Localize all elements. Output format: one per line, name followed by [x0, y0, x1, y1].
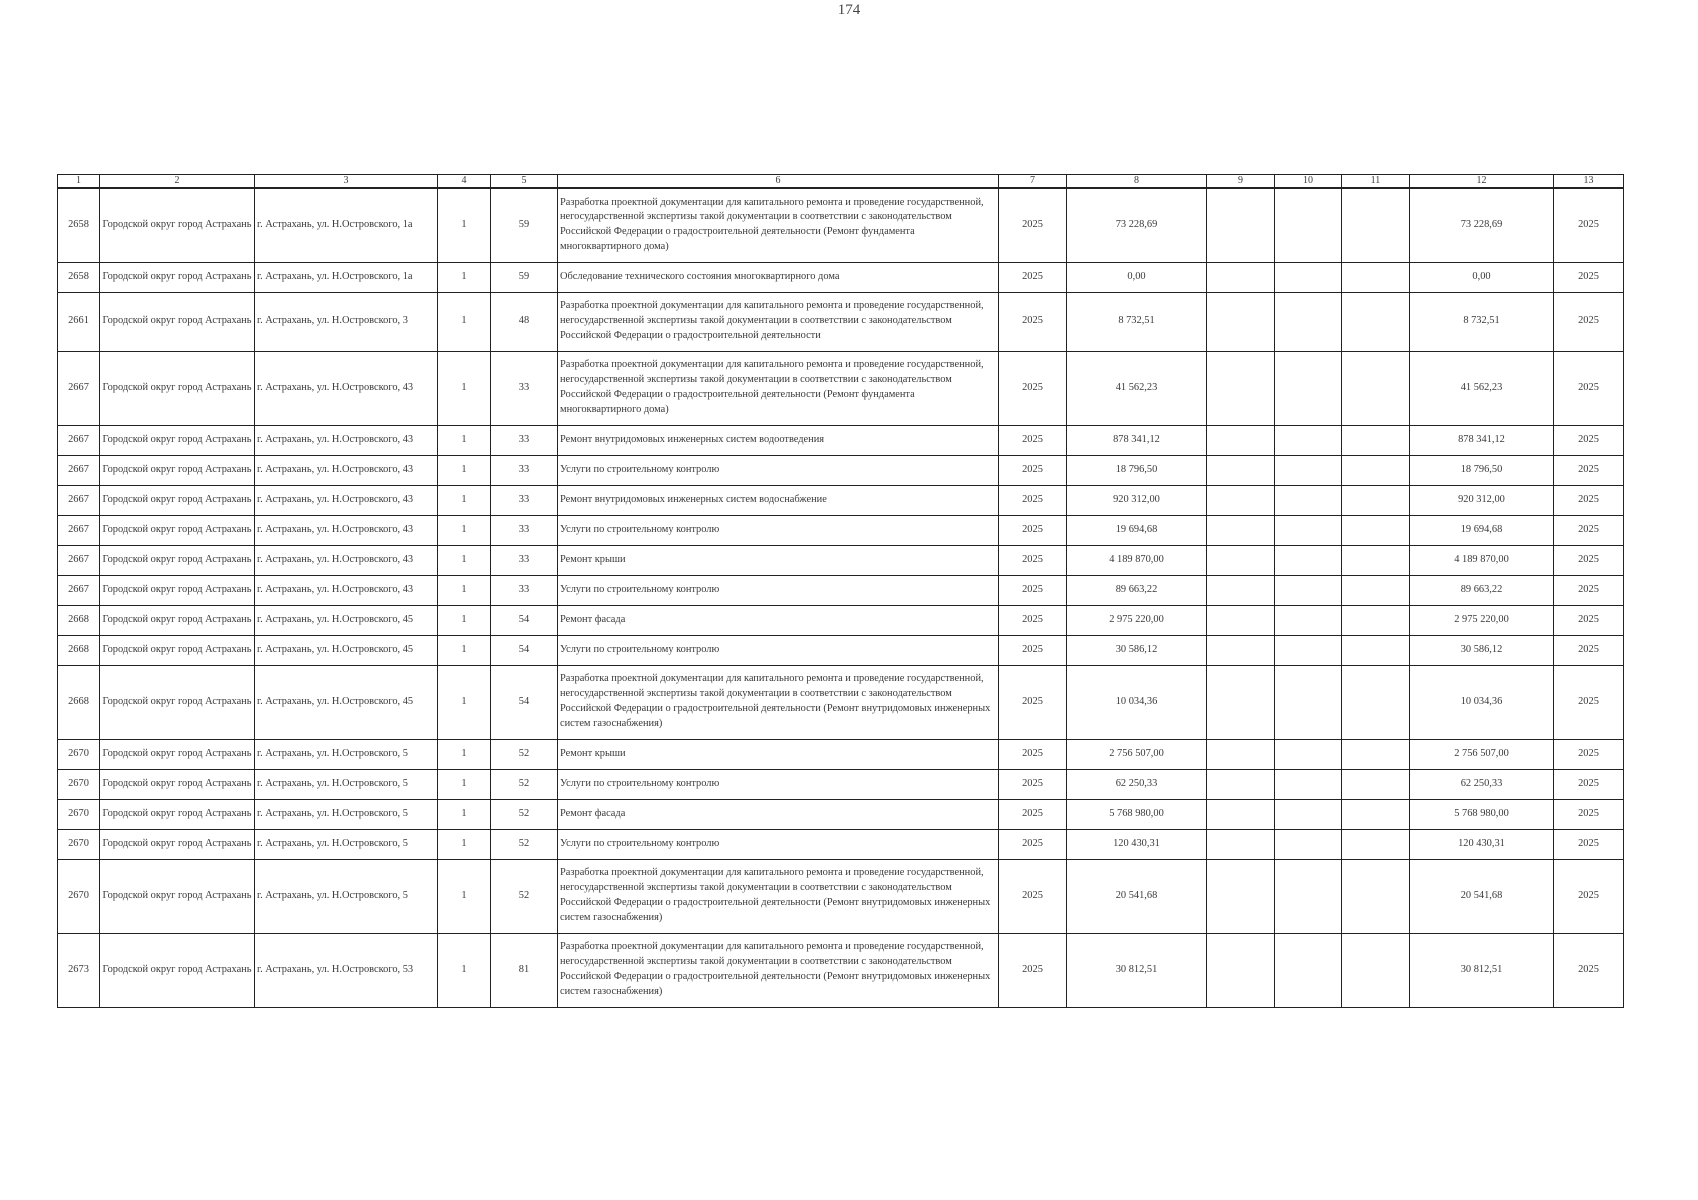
table-row: [58, 829, 1624, 859]
row-number: 2670: [58, 859, 100, 933]
row-number: 2670: [58, 739, 100, 769]
table-body: [58, 188, 1624, 1007]
cost-cell: 18 796,50: [1067, 455, 1207, 485]
address-cell: г. Астрахань, ул. Н.Островского, 53: [255, 933, 438, 1007]
col9-cell: [1207, 455, 1275, 485]
col4-cell: 1: [438, 665, 491, 739]
column-header: 4: [438, 175, 491, 189]
col4-cell: 1: [438, 605, 491, 635]
col4-cell: 1: [438, 829, 491, 859]
year-cell: 2025: [999, 829, 1067, 859]
col12-cost-cell: 5 768 980,00: [1410, 799, 1554, 829]
col12-cost-cell: 0,00: [1410, 262, 1554, 292]
col13-year-cell: 2025: [1554, 859, 1624, 933]
col12-cost-cell: 20 541,68: [1410, 859, 1554, 933]
address-cell: г. Астрахань, ул. Н.Островского, 5: [255, 799, 438, 829]
repair-program-table: [57, 174, 1624, 1008]
col12-cost-cell: 89 663,22: [1410, 575, 1554, 605]
row-number: 2661: [58, 292, 100, 351]
col13-year-cell: 2025: [1554, 769, 1624, 799]
col13-year-cell: 2025: [1554, 485, 1624, 515]
year-cell: 2025: [999, 575, 1067, 605]
work-type-cell: Услуги по строительному контролю: [558, 829, 999, 859]
col5-cell: 48: [491, 292, 558, 351]
cost-cell: 8 732,51: [1067, 292, 1207, 351]
address-cell: г. Астрахань, ул. Н.Островского, 43: [255, 485, 438, 515]
municipality-cell: Городской округ город Астрахань: [100, 739, 255, 769]
table-row: [58, 859, 1624, 933]
col13-year-cell: 2025: [1554, 425, 1624, 455]
col12-cost-cell: 18 796,50: [1410, 455, 1554, 485]
col5-cell: 33: [491, 515, 558, 545]
work-type-cell: Разработка проектной документации для капитального ремонта и проведение государственной, негосударственной экспертизы такой документации в соответствии с законодательством Российской Федерации о градостроительной деятельности (Ремонт фундамента многоквартирного дома): [558, 351, 999, 425]
municipality-cell: Городской округ город Астрахань: [100, 292, 255, 351]
col9-cell: [1207, 262, 1275, 292]
municipality-cell: Городской округ город Астрахань: [100, 829, 255, 859]
year-cell: 2025: [999, 665, 1067, 739]
col10-cell: [1275, 425, 1342, 455]
col5-cell: 33: [491, 575, 558, 605]
col13-year-cell: 2025: [1554, 605, 1624, 635]
col11-cell: [1342, 859, 1410, 933]
col4-cell: 1: [438, 188, 491, 262]
table-row: [58, 351, 1624, 425]
cost-cell: 20 541,68: [1067, 859, 1207, 933]
municipality-cell: Городской округ город Астрахань: [100, 799, 255, 829]
col4-cell: 1: [438, 859, 491, 933]
year-cell: 2025: [999, 485, 1067, 515]
work-type-cell: Обследование технического состояния многоквартирного дома: [558, 262, 999, 292]
col4-cell: 1: [438, 485, 491, 515]
table-row: [58, 292, 1624, 351]
year-cell: 2025: [999, 455, 1067, 485]
cost-cell: 62 250,33: [1067, 769, 1207, 799]
col11-cell: [1342, 351, 1410, 425]
year-cell: 2025: [999, 188, 1067, 262]
municipality-cell: Городской округ город Астрахань: [100, 575, 255, 605]
address-cell: г. Астрахань, ул. Н.Островского, 5: [255, 859, 438, 933]
col10-cell: [1275, 485, 1342, 515]
col4-cell: 1: [438, 545, 491, 575]
municipality-cell: Городской округ город Астрахань: [100, 351, 255, 425]
table-row: [58, 545, 1624, 575]
col5-cell: 52: [491, 769, 558, 799]
column-header: 11: [1342, 175, 1410, 189]
cost-cell: 10 034,36: [1067, 665, 1207, 739]
municipality-cell: Городской округ город Астрахань: [100, 262, 255, 292]
address-cell: г. Астрахань, ул. Н.Островского, 5: [255, 769, 438, 799]
page-number: 174: [837, 2, 861, 18]
address-cell: г. Астрахань, ул. Н.Островского, 43: [255, 545, 438, 575]
col11-cell: [1342, 575, 1410, 605]
column-header: 8: [1067, 175, 1207, 189]
col13-year-cell: 2025: [1554, 635, 1624, 665]
col12-cost-cell: 4 189 870,00: [1410, 545, 1554, 575]
address-cell: г. Астрахань, ул. Н.Островского, 43: [255, 425, 438, 455]
municipality-cell: Городской округ город Астрахань: [100, 485, 255, 515]
row-number: 2670: [58, 829, 100, 859]
col13-year-cell: 2025: [1554, 262, 1624, 292]
row-number: 2658: [58, 262, 100, 292]
work-type-cell: Услуги по строительному контролю: [558, 575, 999, 605]
cost-cell: 73 228,69: [1067, 188, 1207, 262]
col9-cell: [1207, 292, 1275, 351]
col11-cell: [1342, 605, 1410, 635]
cost-cell: 878 341,12: [1067, 425, 1207, 455]
address-cell: г. Астрахань, ул. Н.Островского, 43: [255, 351, 438, 425]
col11-cell: [1342, 665, 1410, 739]
table-row: [58, 575, 1624, 605]
header-row: [58, 175, 1624, 189]
col10-cell: [1275, 799, 1342, 829]
col11-cell: [1342, 933, 1410, 1007]
col9-cell: [1207, 933, 1275, 1007]
work-type-cell: Услуги по строительному контролю: [558, 635, 999, 665]
col10-cell: [1275, 188, 1342, 262]
year-cell: 2025: [999, 425, 1067, 455]
table-header: [58, 175, 1624, 189]
col4-cell: 1: [438, 455, 491, 485]
work-type-cell: Разработка проектной документации для капитального ремонта и проведение государственной, негосударственной экспертизы такой документации в соответствии с законодательством Российской Федерации о градостроительной деятельности (Ремонт внутридомовых инженерных систем газоснабжения): [558, 933, 999, 1007]
row-number: 2667: [58, 515, 100, 545]
municipality-cell: Городской округ город Астрахань: [100, 859, 255, 933]
row-number: 2667: [58, 425, 100, 455]
work-type-cell: Разработка проектной документации для капитального ремонта и проведение государственной, негосударственной экспертизы такой документации в соответствии с законодательством Российской Федерации о градостроительной деятельности (Ремонт внутридомовых инженерных систем газоснабжения): [558, 859, 999, 933]
row-number: 2667: [58, 545, 100, 575]
col9-cell: [1207, 799, 1275, 829]
row-number: 2667: [58, 485, 100, 515]
col5-cell: 33: [491, 545, 558, 575]
table-row: [58, 769, 1624, 799]
col9-cell: [1207, 739, 1275, 769]
col11-cell: [1342, 485, 1410, 515]
col12-cost-cell: 8 732,51: [1410, 292, 1554, 351]
col12-cost-cell: 19 694,68: [1410, 515, 1554, 545]
year-cell: 2025: [999, 605, 1067, 635]
col9-cell: [1207, 188, 1275, 262]
cost-cell: 0,00: [1067, 262, 1207, 292]
col11-cell: [1342, 455, 1410, 485]
col5-cell: 59: [491, 262, 558, 292]
col10-cell: [1275, 351, 1342, 425]
col10-cell: [1275, 769, 1342, 799]
col12-cost-cell: 2 756 507,00: [1410, 739, 1554, 769]
col13-year-cell: 2025: [1554, 545, 1624, 575]
year-cell: 2025: [999, 799, 1067, 829]
municipality-cell: Городской округ город Астрахань: [100, 515, 255, 545]
col11-cell: [1342, 769, 1410, 799]
work-type-cell: Разработка проектной документации для капитального ремонта и проведение государственной, негосударственной экспертизы такой документации в соответствии с законодательством Российской Федерации о градостроительной деятельности (Ремонт фундамента многоквартирного дома): [558, 188, 999, 262]
col12-cost-cell: 73 228,69: [1410, 188, 1554, 262]
work-type-cell: Разработка проектной документации для капитального ремонта и проведение государственной, негосударственной экспертизы такой документации в соответствии с законодательством Российской Федерации о градостроительной деятельности: [558, 292, 999, 351]
work-type-cell: Ремонт фасада: [558, 605, 999, 635]
address-cell: г. Астрахань, ул. Н.Островского, 43: [255, 455, 438, 485]
col12-cost-cell: 2 975 220,00: [1410, 605, 1554, 635]
year-cell: 2025: [999, 859, 1067, 933]
column-header: 3: [255, 175, 438, 189]
col10-cell: [1275, 665, 1342, 739]
row-number: 2668: [58, 635, 100, 665]
col9-cell: [1207, 635, 1275, 665]
row-number: 2667: [58, 575, 100, 605]
col12-cost-cell: 10 034,36: [1410, 665, 1554, 739]
municipality-cell: Городской округ город Астрахань: [100, 605, 255, 635]
row-number: 2658: [58, 188, 100, 262]
cost-cell: 920 312,00: [1067, 485, 1207, 515]
col5-cell: 33: [491, 485, 558, 515]
col4-cell: 1: [438, 575, 491, 605]
col10-cell: [1275, 455, 1342, 485]
col4-cell: 1: [438, 635, 491, 665]
col10-cell: [1275, 545, 1342, 575]
col12-cost-cell: 120 430,31: [1410, 829, 1554, 859]
col13-year-cell: 2025: [1554, 292, 1624, 351]
column-header: 7: [999, 175, 1067, 189]
address-cell: г. Астрахань, ул. Н.Островского, 3: [255, 292, 438, 351]
col9-cell: [1207, 425, 1275, 455]
address-cell: г. Астрахань, ул. Н.Островского, 1а: [255, 188, 438, 262]
work-type-cell: Разработка проектной документации для капитального ремонта и проведение государственной, негосударственной экспертизы такой документации в соответствии с законодательством Российской Федерации о градостроительной деятельности (Ремонт внутридомовых инженерных систем газоснабжения): [558, 665, 999, 739]
col12-cost-cell: 30 812,51: [1410, 933, 1554, 1007]
address-cell: г. Астрахань, ул. Н.Островского, 43: [255, 515, 438, 545]
table-row: [58, 455, 1624, 485]
col5-cell: 52: [491, 739, 558, 769]
cost-cell: 5 768 980,00: [1067, 799, 1207, 829]
col9-cell: [1207, 769, 1275, 799]
municipality-cell: Городской округ город Астрахань: [100, 635, 255, 665]
row-number: 2667: [58, 455, 100, 485]
table-row: [58, 605, 1624, 635]
col10-cell: [1275, 605, 1342, 635]
year-cell: 2025: [999, 351, 1067, 425]
col5-cell: 33: [491, 351, 558, 425]
col5-cell: 54: [491, 605, 558, 635]
col10-cell: [1275, 933, 1342, 1007]
cost-cell: 30 586,12: [1067, 635, 1207, 665]
col10-cell: [1275, 739, 1342, 769]
col9-cell: [1207, 859, 1275, 933]
address-cell: г. Астрахань, ул. Н.Островского, 45: [255, 635, 438, 665]
col4-cell: 1: [438, 799, 491, 829]
work-type-cell: Ремонт внутридомовых инженерных систем водоснабжение: [558, 485, 999, 515]
column-header: 10: [1275, 175, 1342, 189]
col11-cell: [1342, 545, 1410, 575]
column-header: 6: [558, 175, 999, 189]
col9-cell: [1207, 515, 1275, 545]
work-type-cell: Ремонт внутридомовых инженерных систем водоотведения: [558, 425, 999, 455]
col9-cell: [1207, 575, 1275, 605]
cost-cell: 30 812,51: [1067, 933, 1207, 1007]
col5-cell: 33: [491, 425, 558, 455]
col11-cell: [1342, 799, 1410, 829]
col10-cell: [1275, 262, 1342, 292]
col10-cell: [1275, 829, 1342, 859]
col12-cost-cell: 30 586,12: [1410, 635, 1554, 665]
table-row: [58, 635, 1624, 665]
col13-year-cell: 2025: [1554, 455, 1624, 485]
year-cell: 2025: [999, 739, 1067, 769]
municipality-cell: Городской округ город Астрахань: [100, 769, 255, 799]
work-type-cell: Услуги по строительному контролю: [558, 769, 999, 799]
col9-cell: [1207, 665, 1275, 739]
col13-year-cell: 2025: [1554, 188, 1624, 262]
column-header: 13: [1554, 175, 1624, 189]
row-number: 2667: [58, 351, 100, 425]
column-header: 5: [491, 175, 558, 189]
col4-cell: 1: [438, 351, 491, 425]
col11-cell: [1342, 292, 1410, 351]
municipality-cell: Городской округ город Астрахань: [100, 188, 255, 262]
col5-cell: 52: [491, 799, 558, 829]
cost-cell: 2 975 220,00: [1067, 605, 1207, 635]
col11-cell: [1342, 635, 1410, 665]
col11-cell: [1342, 739, 1410, 769]
col9-cell: [1207, 545, 1275, 575]
col5-cell: 52: [491, 829, 558, 859]
cost-cell: 89 663,22: [1067, 575, 1207, 605]
cost-cell: 120 430,31: [1067, 829, 1207, 859]
table-row: [58, 665, 1624, 739]
col13-year-cell: 2025: [1554, 933, 1624, 1007]
col10-cell: [1275, 515, 1342, 545]
municipality-cell: Городской округ город Астрахань: [100, 425, 255, 455]
col13-year-cell: 2025: [1554, 829, 1624, 859]
col13-year-cell: 2025: [1554, 665, 1624, 739]
address-cell: г. Астрахань, ул. Н.Островского, 5: [255, 739, 438, 769]
col5-cell: 59: [491, 188, 558, 262]
address-cell: г. Астрахань, ул. Н.Островского, 45: [255, 665, 438, 739]
row-number: 2670: [58, 769, 100, 799]
work-type-cell: Ремонт крыши: [558, 545, 999, 575]
table-row: [58, 933, 1624, 1007]
col13-year-cell: 2025: [1554, 351, 1624, 425]
col5-cell: 54: [491, 635, 558, 665]
column-header: 1: [58, 175, 100, 189]
col5-cell: 33: [491, 455, 558, 485]
address-cell: г. Астрахань, ул. Н.Островского, 5: [255, 829, 438, 859]
cost-cell: 19 694,68: [1067, 515, 1207, 545]
row-number: 2673: [58, 933, 100, 1007]
year-cell: 2025: [999, 635, 1067, 665]
col11-cell: [1342, 425, 1410, 455]
address-cell: г. Астрахань, ул. Н.Островского, 45: [255, 605, 438, 635]
col10-cell: [1275, 292, 1342, 351]
row-number: 2668: [58, 665, 100, 739]
table-row: [58, 739, 1624, 769]
col13-year-cell: 2025: [1554, 799, 1624, 829]
row-number: 2670: [58, 799, 100, 829]
col12-cost-cell: 62 250,33: [1410, 769, 1554, 799]
year-cell: 2025: [999, 545, 1067, 575]
col5-cell: 52: [491, 859, 558, 933]
municipality-cell: Городской округ город Астрахань: [100, 665, 255, 739]
col9-cell: [1207, 351, 1275, 425]
municipality-cell: Городской округ город Астрахань: [100, 455, 255, 485]
col13-year-cell: 2025: [1554, 739, 1624, 769]
col11-cell: [1342, 515, 1410, 545]
column-header: 9: [1207, 175, 1275, 189]
work-type-cell: Услуги по строительному контролю: [558, 515, 999, 545]
work-type-cell: Ремонт крыши: [558, 739, 999, 769]
row-number: 2668: [58, 605, 100, 635]
col10-cell: [1275, 635, 1342, 665]
col9-cell: [1207, 829, 1275, 859]
work-type-cell: Ремонт фасада: [558, 799, 999, 829]
col5-cell: 54: [491, 665, 558, 739]
year-cell: 2025: [999, 769, 1067, 799]
col12-cost-cell: 920 312,00: [1410, 485, 1554, 515]
table-row: [58, 515, 1624, 545]
table-row: [58, 425, 1624, 455]
table-row: [58, 485, 1624, 515]
col9-cell: [1207, 605, 1275, 635]
column-header: 12: [1410, 175, 1554, 189]
cost-cell: 41 562,23: [1067, 351, 1207, 425]
col11-cell: [1342, 829, 1410, 859]
table-row: [58, 799, 1624, 829]
column-header: 2: [100, 175, 255, 189]
work-type-cell: Услуги по строительному контролю: [558, 455, 999, 485]
address-cell: г. Астрахань, ул. Н.Островского, 43: [255, 575, 438, 605]
col11-cell: [1342, 262, 1410, 292]
col4-cell: 1: [438, 262, 491, 292]
col11-cell: [1342, 188, 1410, 262]
municipality-cell: Городской округ город Астрахань: [100, 933, 255, 1007]
col4-cell: 1: [438, 933, 491, 1007]
col13-year-cell: 2025: [1554, 515, 1624, 545]
cost-cell: 4 189 870,00: [1067, 545, 1207, 575]
col4-cell: 1: [438, 769, 491, 799]
col10-cell: [1275, 859, 1342, 933]
year-cell: 2025: [999, 292, 1067, 351]
municipality-cell: Городской округ город Астрахань: [100, 545, 255, 575]
col4-cell: 1: [438, 292, 491, 351]
table-row: [58, 262, 1624, 292]
table-row: [58, 188, 1624, 262]
col10-cell: [1275, 575, 1342, 605]
col5-cell: 81: [491, 933, 558, 1007]
col4-cell: 1: [438, 425, 491, 455]
col12-cost-cell: 878 341,12: [1410, 425, 1554, 455]
address-cell: г. Астрахань, ул. Н.Островского, 1а: [255, 262, 438, 292]
year-cell: 2025: [999, 515, 1067, 545]
col4-cell: 1: [438, 739, 491, 769]
col13-year-cell: 2025: [1554, 575, 1624, 605]
year-cell: 2025: [999, 933, 1067, 1007]
col4-cell: 1: [438, 515, 491, 545]
col12-cost-cell: 41 562,23: [1410, 351, 1554, 425]
col9-cell: [1207, 485, 1275, 515]
cost-cell: 2 756 507,00: [1067, 739, 1207, 769]
year-cell: 2025: [999, 262, 1067, 292]
